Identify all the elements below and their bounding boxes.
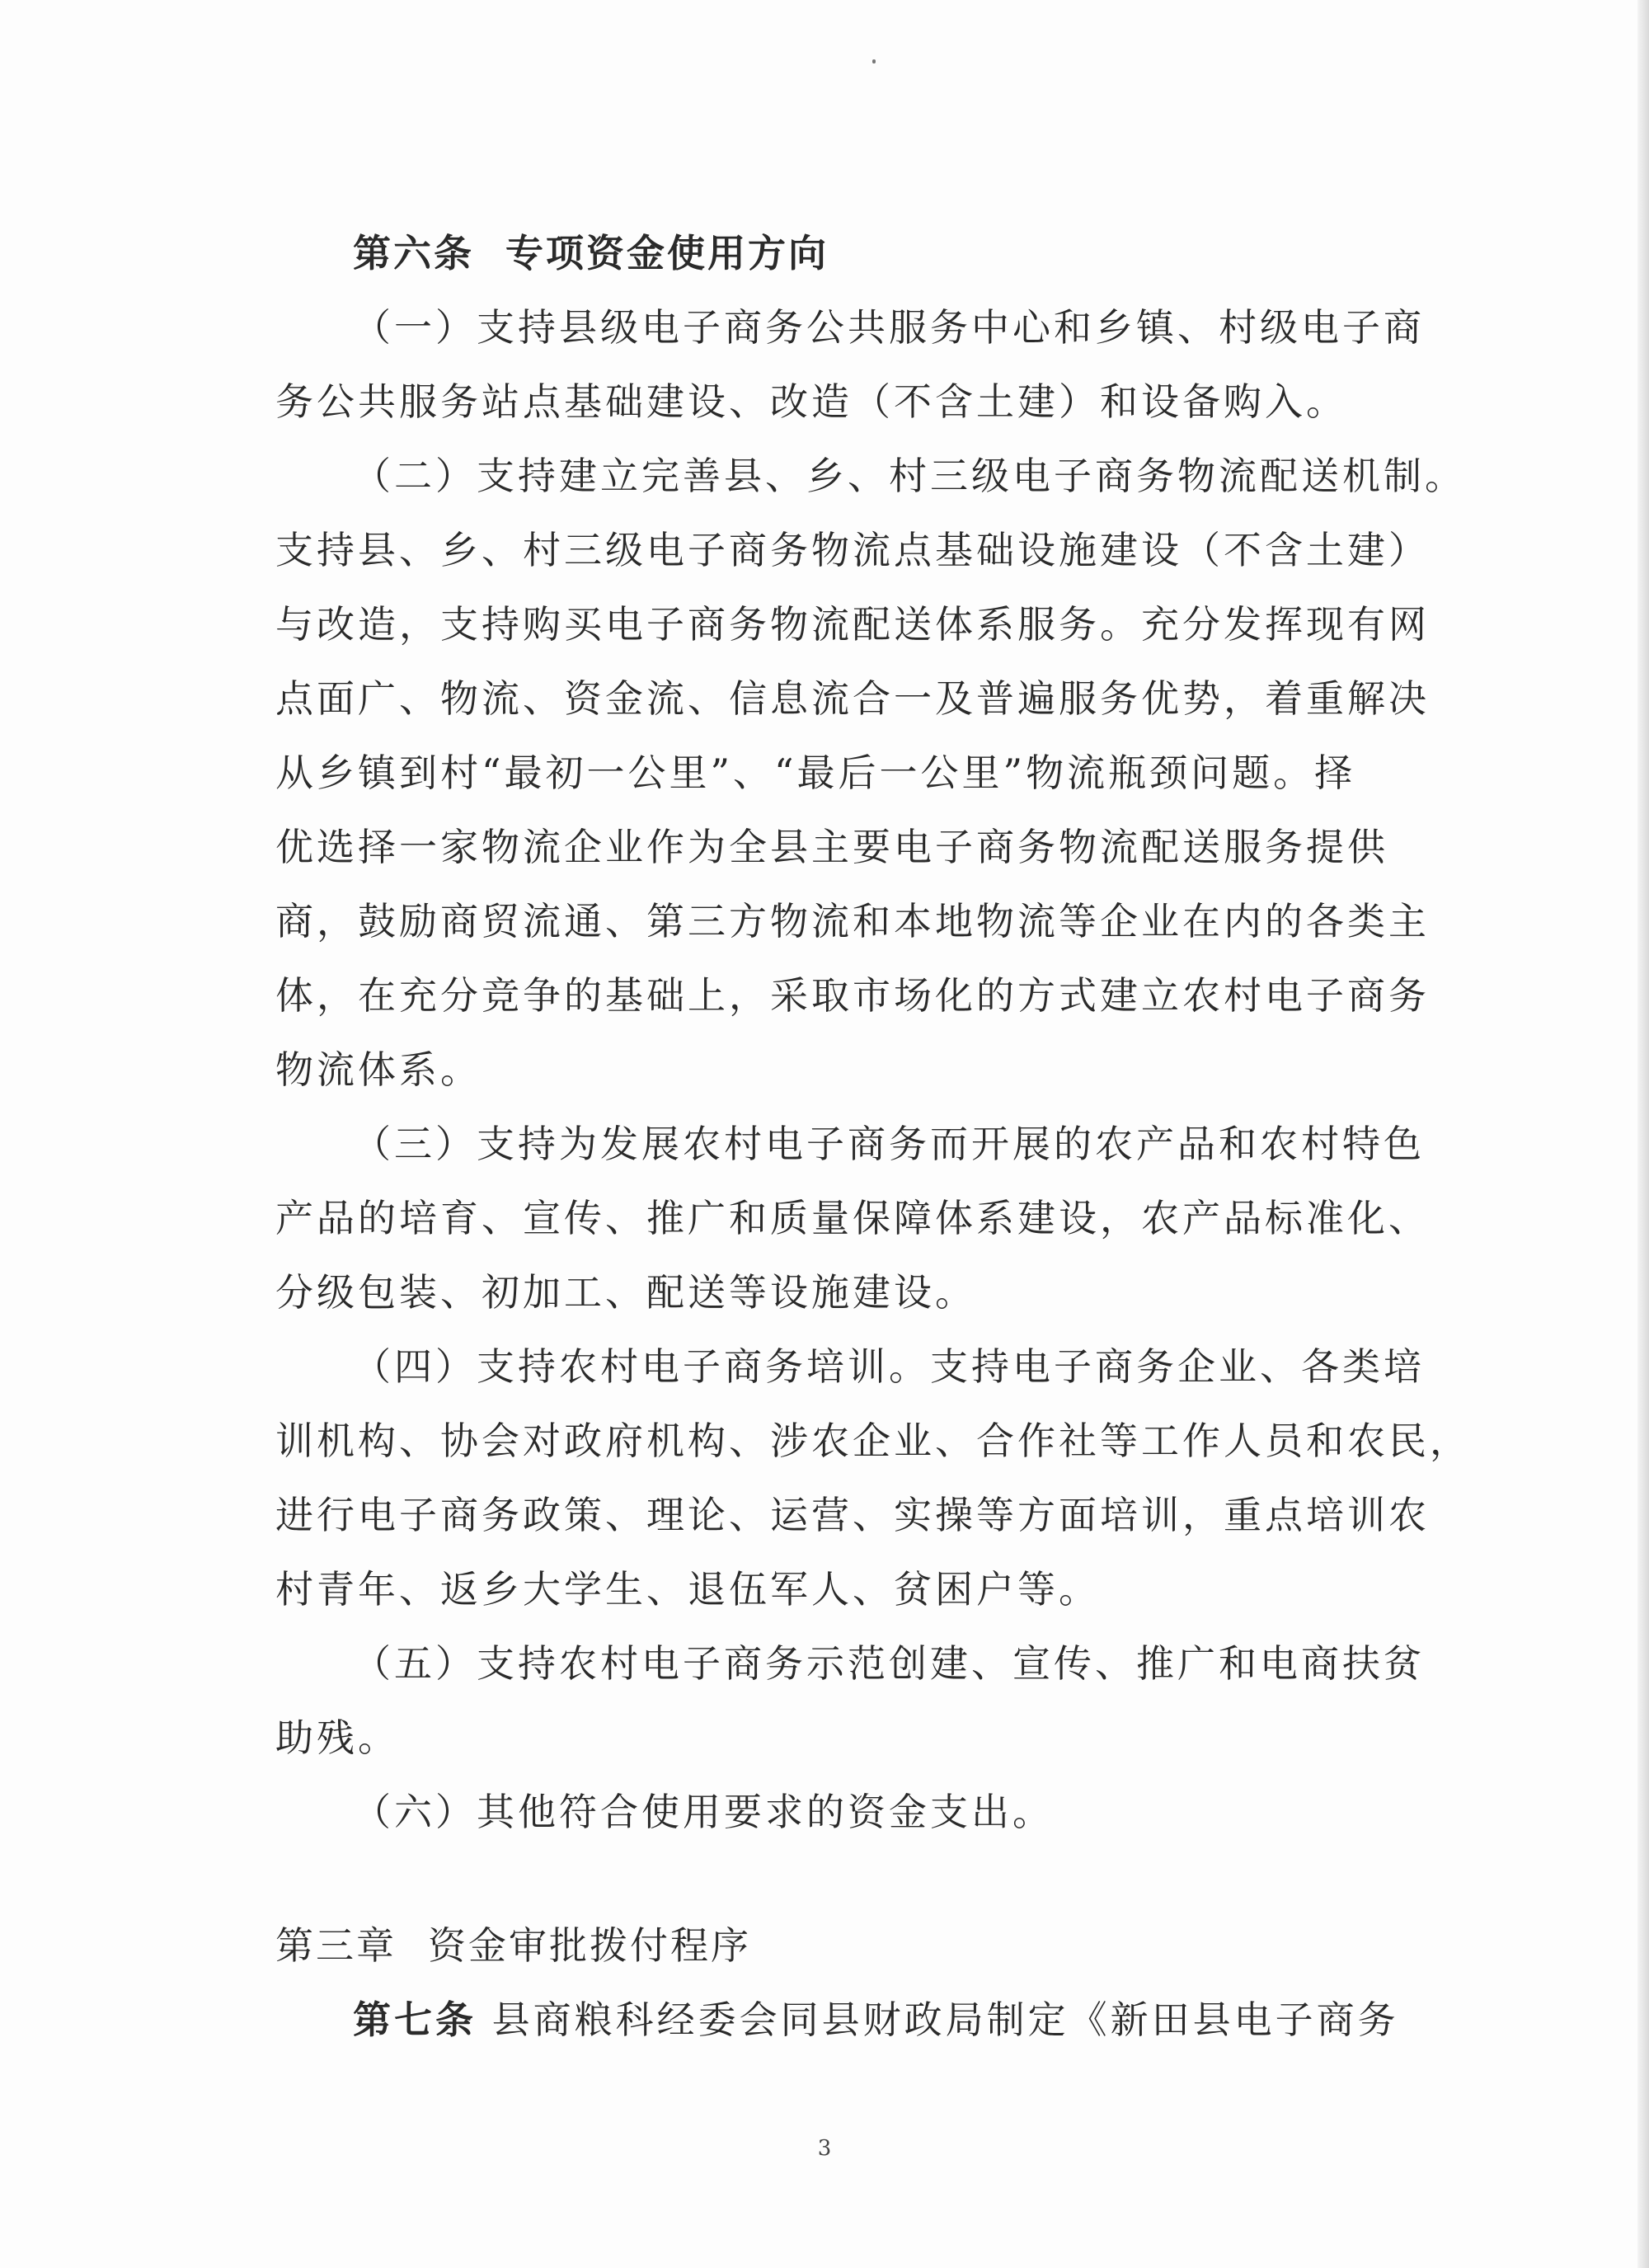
- paragraph-item-1: [275, 290, 1425, 439]
- paragraph-line: 物流体系。: [275, 1047, 482, 1092]
- scan-edge: [1637, 0, 1649, 2268]
- paragraph-line: （六）其他符合使用要求的资金支出。: [353, 1790, 1054, 1834]
- paragraph-item-2: [275, 439, 1466, 1107]
- article-6-label: 第六条: [353, 231, 474, 275]
- article-7-label: 第七条: [353, 1997, 477, 2042]
- paragraph-line: （五）支持农村电子商务示范创建、宣传、推广和电商扶贫: [353, 1641, 1425, 1686]
- paragraph-line: 商，鼓励商贸流通、第三方物流和本地物流等企业在内的各类主: [275, 899, 1430, 943]
- article-7-line: [275, 1983, 1397, 2057]
- paragraph-line: 支持县、乡、村三级电子商务物流点基础设施建设（不含土建）: [275, 528, 1430, 572]
- paragraph-line: （三）支持为发展农村电子商务而开展的农产品和农村特色: [353, 1122, 1425, 1166]
- paragraph-line: 与改造，支持购买电子商务物流配送体系服务。充分发挥现有网: [275, 602, 1430, 647]
- paragraph-line: （二）支持建立完善县、乡、村三级电子商务物流配送机制。: [353, 454, 1466, 498]
- paragraph-line: 从乡镇到村“最初一公里”、“最后一公里”物流瓶颈问题。择: [275, 751, 1356, 795]
- paragraph-line: 点面广、物流、资金流、信息流合一及普遍服务优势，着重解决: [275, 676, 1430, 721]
- paragraph-line: 产品的培育、宣传、推广和质量保障体系建设，农产品标准化、: [275, 1196, 1430, 1240]
- chapter-3-label: 第三章: [275, 1923, 397, 1968]
- document-body: [275, 216, 1471, 2057]
- chapter-3-title: 资金审批拨付程序: [428, 1923, 751, 1968]
- scan-speck: [872, 59, 876, 64]
- paragraph-line: （四）支持农村电子商务培训。支持电子商务企业、各类培: [353, 1344, 1425, 1389]
- paragraph-item-3: [275, 1107, 1430, 1329]
- article-6-heading: [275, 216, 1397, 290]
- article-7-text: 县商粮科经委会同县财政局制定《新田县电子商务: [491, 1997, 1399, 2042]
- paragraph-item-5: [275, 1626, 1425, 1775]
- paragraph-line: 务公共服务站点基础建设、改造（不含土建）和设备购入。: [275, 379, 1347, 424]
- paragraph-line: 优选择一家物流企业作为全县主要电子商务物流配送服务提供: [275, 825, 1388, 869]
- paragraph-line: 体，在充分竞争的基础上，采取市场化的方式建立农村电子商务: [275, 973, 1430, 1018]
- paragraph-line: 训机构、协会对政府机构、涉农企业、合作社等工作人员和农民，: [275, 1419, 1471, 1463]
- paragraph-line: 进行电子商务政策、理论、运营、实操等方面培训，重点培训农: [275, 1493, 1430, 1537]
- page-number: 3: [817, 2136, 832, 2161]
- paragraph-line: （一）支持县级电子商务公共服务中心和乡镇、村级电子商: [353, 305, 1425, 350]
- paragraph-line: 分级包装、初加工、配送等设施建设。: [275, 1270, 976, 1315]
- paragraph-item-4: [275, 1329, 1471, 1626]
- chapter-3-heading: [275, 1908, 1397, 1983]
- paragraph-line: 助残。: [275, 1715, 399, 1760]
- paragraph-item-6: [275, 1775, 1397, 1849]
- article-6-title: 专项资金使用方向: [505, 231, 829, 275]
- paragraph-line: 村青年、返乡大学生、退伍军人、贫困户等。: [275, 1567, 1100, 1612]
